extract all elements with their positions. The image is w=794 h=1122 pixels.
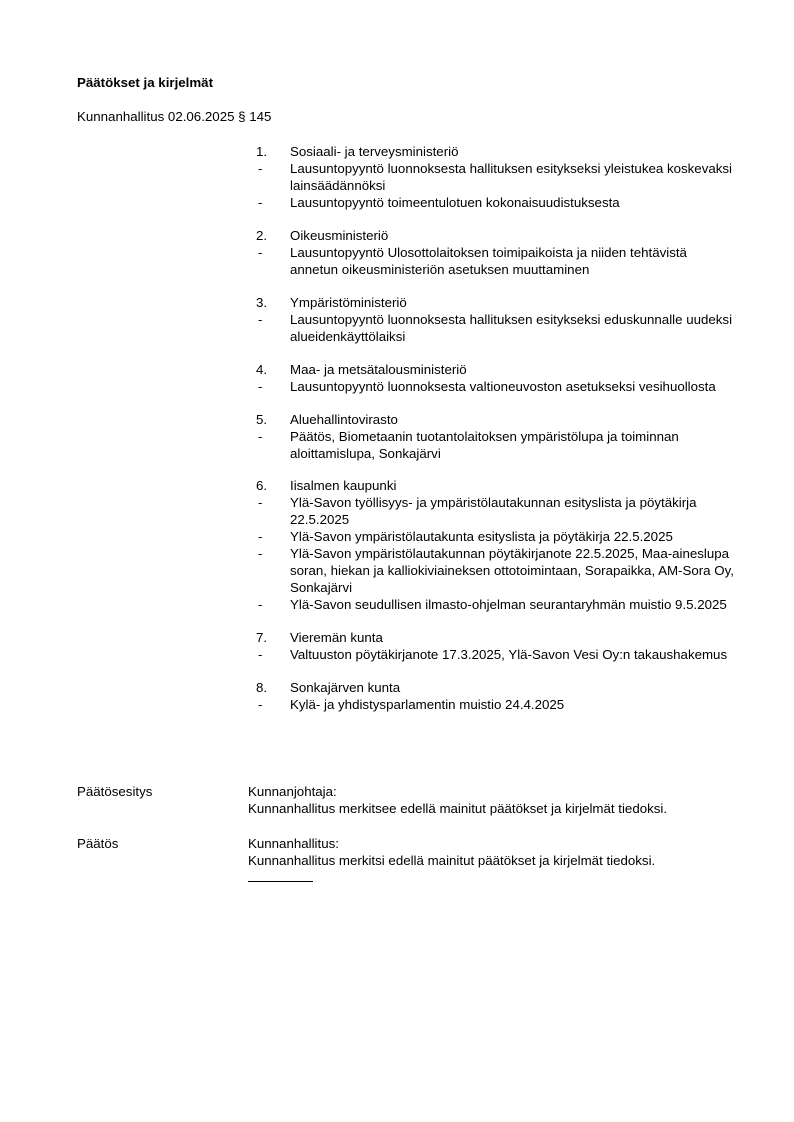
decision-label: Päätös: [77, 836, 119, 851]
entry-row: [256, 194, 736, 211]
item-number: 2.: [256, 227, 268, 243]
decision-role: Kunnanhallitus:: [248, 836, 339, 851]
item-organization: Aluehallintovirasto: [290, 411, 398, 427]
entry-dash: -: [258, 378, 263, 394]
entry-row: [256, 160, 736, 194]
list-item-header: [256, 361, 736, 378]
entry-dash: -: [258, 529, 263, 545]
list-item-header: [256, 411, 736, 428]
entry-text: Ylä-Savon ympäristölautakunta esityslista ja pöytäkirja 22.5.2025: [290, 529, 673, 545]
list-item: [256, 143, 736, 211]
entry-text: Ylä-Savon seudullisen ilmasto-ohjelman seurantaryhmän muistio 9.5.2025: [290, 597, 727, 613]
decision-text: Kunnanhallitus merkitsi edellä mainitut päätökset ja kirjelmät tiedoksi.: [248, 853, 656, 868]
page-heading: Päätökset ja kirjelmät: [77, 75, 213, 90]
item-organization: Vieremän kunta: [290, 630, 383, 646]
list-item-header: [256, 227, 736, 244]
proposal-text: Kunnanhallitus merkitsee edellä mainitut päätökset ja kirjelmät tiedoksi.: [248, 801, 668, 816]
entry-row: [256, 528, 736, 545]
entry-row: [256, 646, 736, 663]
entry-dash: -: [258, 244, 263, 260]
entry-row: [256, 378, 736, 395]
entry-dash: -: [258, 697, 263, 713]
entry-dash: -: [258, 546, 263, 562]
correspondence-list: [256, 143, 736, 729]
entry-text: Ylä-Savon ympäristölautakunnan pöytäkirjanote 22.5.2025, Maa-aineslupa soran, hiekan ja kalliokiviaineksen ottotoimintaan, Sorapaikka, AM-Sora Oy, Sonkajärvi: [290, 546, 734, 596]
list-item: [256, 411, 736, 462]
list-item: [256, 629, 736, 663]
entry-text: Lausuntopyyntö luonnoksesta valtioneuvoston asetukseksi vesihuollosta: [290, 378, 716, 394]
entry-text: Lausuntopyyntö luonnoksesta hallituksen esitykseksi yleistukea koskevaksi lainsäädännöksi: [290, 161, 732, 193]
entry-dash: -: [258, 161, 263, 176]
item-number: 1.: [256, 144, 268, 159]
list-item: [256, 227, 736, 278]
meeting-reference: Kunnanhallitus 02.06.2025 § 145: [77, 109, 272, 124]
entry-row: [256, 428, 736, 462]
list-item: [256, 294, 736, 345]
entry-text: Ylä-Savon työllisyys- ja ympäristölautakunnan esityslista ja pöytäkirja 22.5.2025: [290, 495, 697, 528]
entry-text: Päätös, Biometaanin tuotantolaitoksen ympäristölupa ja toiminnan aloittamislupa, Sonkajärvi: [290, 428, 679, 461]
list-item: [256, 477, 736, 613]
item-number: 3.: [256, 294, 268, 310]
entry-dash: -: [258, 428, 263, 444]
list-item: [256, 361, 736, 395]
proposal-role: Kunnanjohtaja:: [248, 784, 337, 799]
list-item-header: [256, 477, 736, 494]
item-organization: Sosiaali- ja terveysministeriö: [290, 144, 459, 159]
item-number: 7.: [256, 630, 268, 646]
item-organization: Sonkajärven kunta: [290, 680, 401, 696]
signature-line: [248, 881, 313, 882]
entry-text: Lausuntopyyntö Ulosottolaitoksen toimipaikoista ja niiden tehtävistä annetun oikeusministeriön asetuksen muuttaminen: [290, 244, 687, 277]
entry-row: [256, 494, 736, 528]
item-number: 8.: [256, 680, 268, 696]
item-number: 5.: [256, 411, 268, 427]
entry-dash: -: [258, 647, 263, 663]
entry-dash: -: [258, 311, 263, 327]
entry-row: [256, 545, 736, 596]
item-organization: Ympäristöministeriö: [290, 294, 407, 310]
item-organization: Iisalmen kaupunki: [290, 478, 397, 494]
entry-text: Kylä- ja yhdistysparlamentin muistio 24.4.2025: [290, 697, 565, 713]
entry-dash: -: [258, 195, 263, 210]
entry-text: Lausuntopyyntö luonnoksesta hallituksen esitykseksi eduskunnalle uudeksi alueidenkäyttölaiksi: [290, 311, 733, 344]
item-organization: Oikeusministeriö: [290, 227, 389, 243]
entry-row: [256, 311, 736, 345]
entry-dash: -: [258, 597, 263, 613]
proposal-label: Päätösesitys: [77, 784, 153, 799]
list-item-header: [256, 143, 736, 160]
list-item-header: [256, 679, 736, 696]
list-item-header: [256, 629, 736, 646]
entry-text: Lausuntopyyntö toimeentulotuen kokonaisuudistuksesta: [290, 195, 620, 210]
item-organization: Maa- ja metsätalousministeriö: [290, 361, 467, 377]
item-number: 4.: [256, 361, 268, 377]
entry-text: Valtuuston pöytäkirjanote 17.3.2025, Ylä-Savon Vesi Oy:n takaushakemus: [290, 647, 728, 663]
entry-row: [256, 244, 736, 278]
item-number: 6.: [256, 478, 268, 494]
entry-dash: -: [258, 495, 263, 511]
list-item: [256, 679, 736, 713]
entry-row: [256, 696, 736, 713]
entry-row: [256, 596, 736, 613]
list-item-header: [256, 294, 736, 311]
